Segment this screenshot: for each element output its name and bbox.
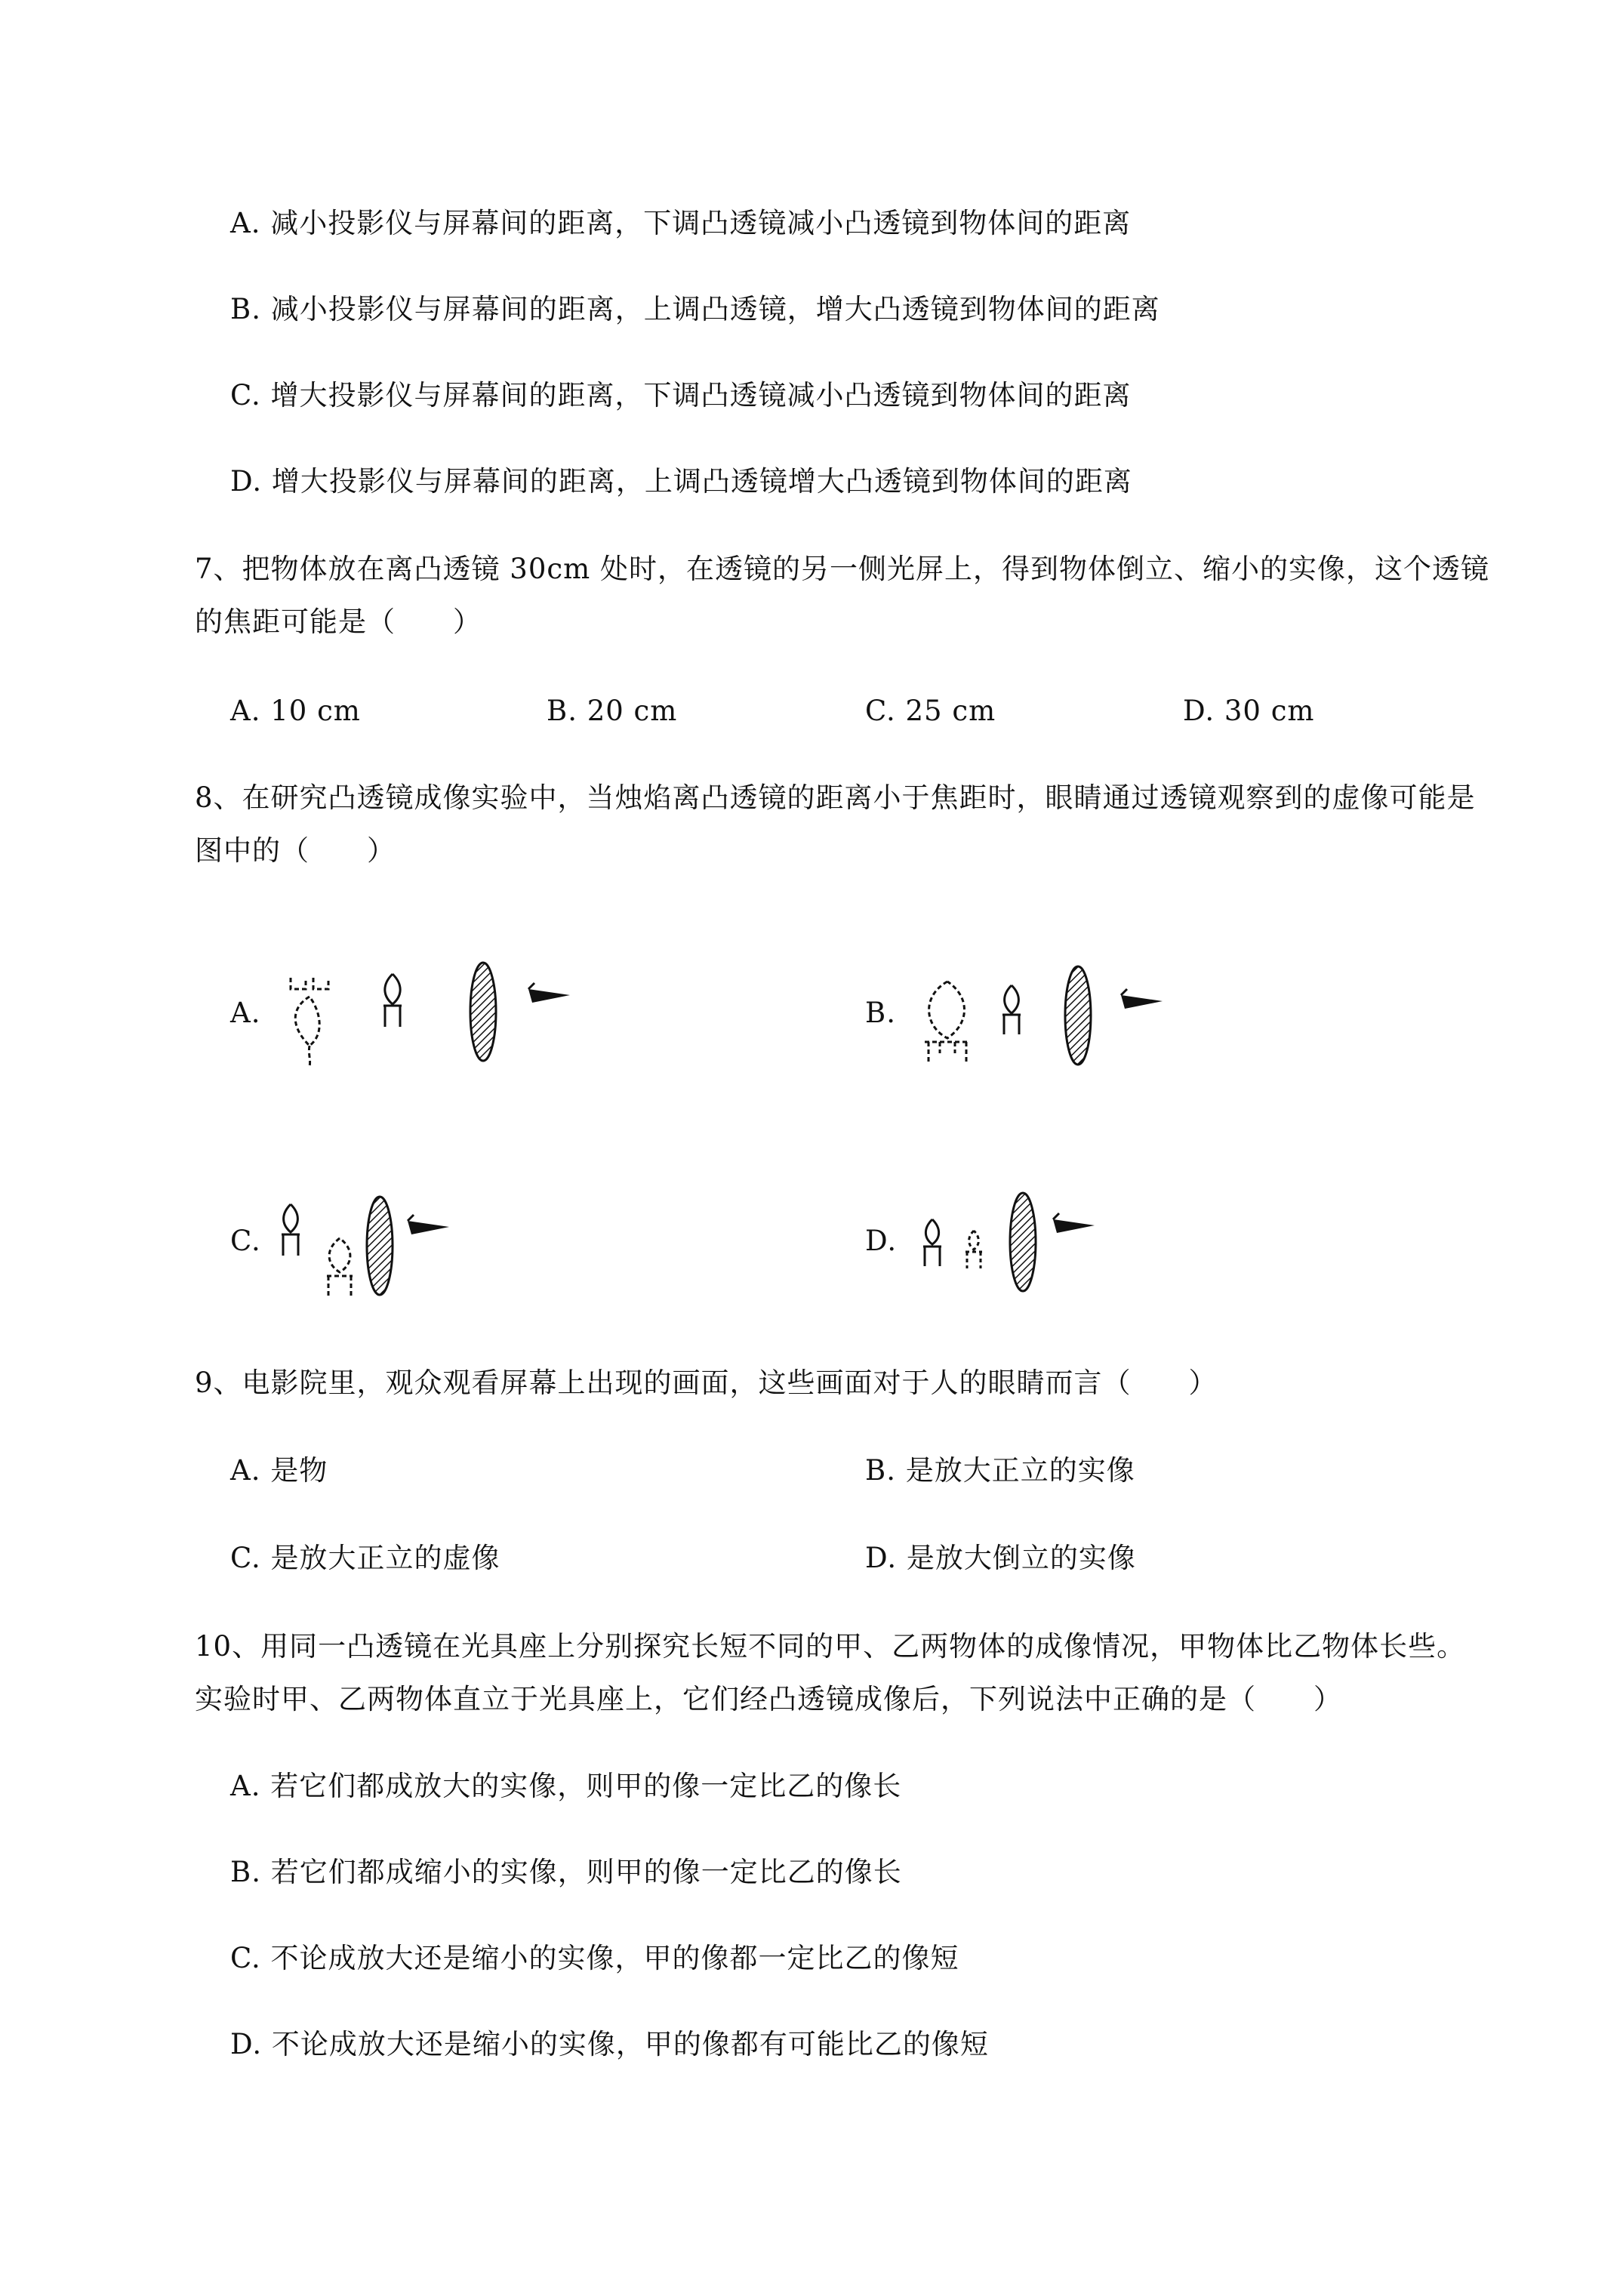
q6-option-a[interactable]: A. 减小投影仪与屏幕间的距离，下调凸透镜减小凸透镜到物体间的距离 <box>230 207 1132 239</box>
q7-stem-line2: 的焦距可能是（ ） <box>195 606 482 638</box>
q8-figure-d <box>902 1166 1204 1310</box>
q6-option-b[interactable]: B. 减小投影仪与屏幕间的距离，上调凸透镜，增大凸透镜到物体间的距离 <box>230 293 1160 325</box>
q8-figure-b <box>906 951 1208 1095</box>
q9-option-a[interactable]: A. 是物 <box>230 1454 328 1487</box>
q8-option-d-label[interactable]: D. <box>865 1225 898 1257</box>
q8-figure-a <box>279 951 581 1095</box>
q10-stem-line1: 10、用同一凸透镜在光具座上分别探究长短不同的甲、乙两物体的成像情况，甲物体比乙物体长些。 <box>195 1630 1466 1663</box>
candle-object <box>383 974 402 1027</box>
q9-option-c[interactable]: C. 是放大正立的虚像 <box>230 1542 500 1574</box>
q7-stem-line1: 7、把物体放在离凸透镜 30cm 处时，在透镜的另一侧光屏上，得到物体倒立、缩小的实像，这个透镜 <box>195 553 1489 585</box>
inverted-candle-image <box>327 1238 353 1299</box>
q10-stem-line2: 实验时甲、乙两物体直立于光具座上，它们经凸透镜成像后，下列说法中正确的是（ ） <box>195 1683 1342 1715</box>
convex-lens <box>1065 966 1091 1065</box>
q9-option-d[interactable]: D. 是放大倒立的实像 <box>865 1542 1136 1574</box>
eye-icon <box>1053 1213 1095 1233</box>
q7-option-a[interactable]: A. 10 cm <box>230 695 361 727</box>
eye-icon <box>1121 989 1163 1009</box>
convex-lens <box>1010 1193 1036 1291</box>
q10-option-a[interactable]: A. 若它们都成放大的实像，则甲的像一定比乙的像长 <box>230 1770 902 1802</box>
q9-option-b[interactable]: B. 是放大正立的实像 <box>865 1454 1135 1487</box>
q8-figure-c <box>268 1166 570 1310</box>
q8-stem-line2: 图中的（ ） <box>195 834 396 867</box>
small-candle-image <box>965 1231 982 1268</box>
q8-option-c-label[interactable]: C. <box>230 1225 261 1257</box>
candle-object <box>282 1204 300 1256</box>
eye-icon <box>528 983 570 1003</box>
q6-option-c[interactable]: C. 增大投影仪与屏幕间的距离，下调凸透镜减小凸透镜到物体间的距离 <box>230 379 1132 411</box>
q7-option-b[interactable]: B. 20 cm <box>547 695 678 727</box>
candle-object <box>1002 985 1021 1034</box>
candle-object <box>923 1219 941 1266</box>
q7-option-d[interactable]: D. 30 cm <box>1183 695 1315 727</box>
convex-lens <box>367 1197 393 1295</box>
q10-option-b[interactable]: B. 若它们都成缩小的实像，则甲的像一定比乙的像长 <box>230 1856 902 1888</box>
q7-option-c[interactable]: C. 25 cm <box>865 695 996 727</box>
q9-stem: 9、电影院里，观众观看屏幕上出现的画面，这些画面对于人的眼睛而言（ ） <box>195 1367 1218 1399</box>
q6-option-d[interactable]: D. 增大投影仪与屏幕间的距离，上调凸透镜增大凸透镜到物体间的距离 <box>230 465 1132 498</box>
enlarged-candle-image <box>925 982 970 1065</box>
q8-option-b-label[interactable]: B. <box>865 997 896 1029</box>
q8-stem-line1: 8、在研究凸透镜成像实验中，当烛焰离凸透镜的距离小于焦距时，眼睛通过透镜观察到的虚像可能是 <box>195 781 1476 814</box>
q10-option-c[interactable]: C. 不论成放大还是缩小的实像，甲的像都一定比乙的像短 <box>230 1942 959 1974</box>
convex-lens <box>470 963 496 1061</box>
q8-option-a-label[interactable]: A. <box>230 997 261 1029</box>
eye-icon <box>408 1215 449 1234</box>
q10-option-d[interactable]: D. 不论成放大还是缩小的实像，甲的像都有可能比乙的像短 <box>230 2028 989 2060</box>
inverted-candle-image <box>291 978 328 1066</box>
